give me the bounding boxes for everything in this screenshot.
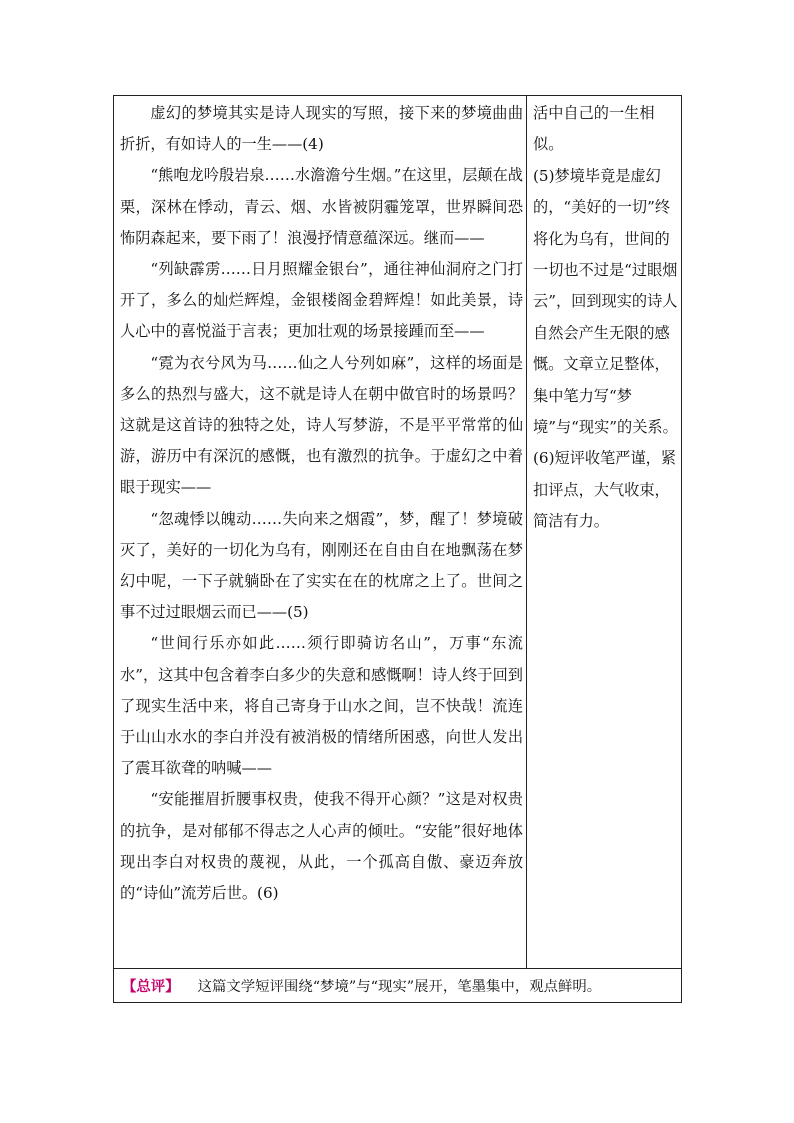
summary-tag: 【总评】 [122, 978, 180, 995]
comment-column [527, 96, 681, 968]
essay-paragraph: “忽魂悸以魄动……失向来之烟霞”，梦，醒了！梦境破灭了，美好的一切化为乌有，刚刚还在自由自在地飘荡在梦幻中呢，一下子就躺卧在了实实在在的枕席之上了。世间之事不过过眼烟云而已——(5) [120, 509, 523, 622]
essay-column [114, 96, 527, 968]
summary-row [114, 969, 681, 1002]
summary-text: 这篇文学短评围绕“梦境”与“现实”展开，笔墨集中，观点鲜明。 [197, 979, 602, 995]
comment-paragraph: 活中自己的一生相似。 [533, 104, 655, 154]
essay-paragraph: “熊咆龙吟殷岩泉……水澹澹兮生烟。”在这里，层颠在战栗，深林在悸动，青云、烟、水皆被阴霾笼罩，世界瞬间恐怖阴森起来，要下雨了！浪漫抒情意蕴深远。继而—— [120, 166, 523, 247]
comment-paragraph: (5)梦境毕竟是虚幻的，“美好的一切”终将化为乌有，世间的一切也不过是“过眼烟云”，回到现实的诗人自然会产生无限的感慨。文章立足整体，集中笔力写“梦境”与“现实”的关系。 [533, 166, 678, 437]
essay-paragraph: “世间行乐亦如此……须行即骑访名山”，万事“东流水”，这其中包含着李白多少的失意和感慨啊！诗人终于回到了现实生活中来，将自己寄身于山水之间，岂不快哉！流连于山山水水的李白并没有被消极的情绪所困惑，向世人发出了震耳欲聋的呐喊—— [120, 634, 523, 778]
essay-paragraph: 虚幻的梦境其实是诗人现实的写照，接下来的梦境曲曲折折，有如诗人的一生——(4) [120, 104, 523, 154]
comment-paragraph: (6)短评收笔严谨，紧扣评点，大气收束，简洁有力。 [533, 449, 677, 531]
essay-paragraph: “霓为衣兮风为马……仙之人兮列如麻”，这样的场面是多么的热烈与盛大，这不就是诗人在朝中做官时的场景吗？这就是这首诗的独特之处，诗人写梦游，不是平平常常的仙游，游历中有深沉的感慨，也有激烈的抗争。于虚幻之中着眼于现实—— [120, 353, 523, 497]
content-row [114, 96, 681, 969]
essay-paragraph: “安能摧眉折腰事权贵，使我不得开心颜？”这是对权贵的抗争，是对郁郁不得志之人心声的倾吐。“安能”很好地体现出李白对权贵的蔑视，从此，一个孤高自傲、豪迈奔放的“诗仙”流芳后世。(6) [120, 790, 523, 903]
annotation-table [113, 95, 682, 1003]
essay-paragraph: “列缺霹雳……日月照耀金银台”，通往神仙洞府之门打开了，多么的灿烂辉煌，金银楼阁金碧辉煌！如此美景，诗人心中的喜悦溢于言表；更加壮观的场景接踵而至—— [120, 260, 523, 341]
